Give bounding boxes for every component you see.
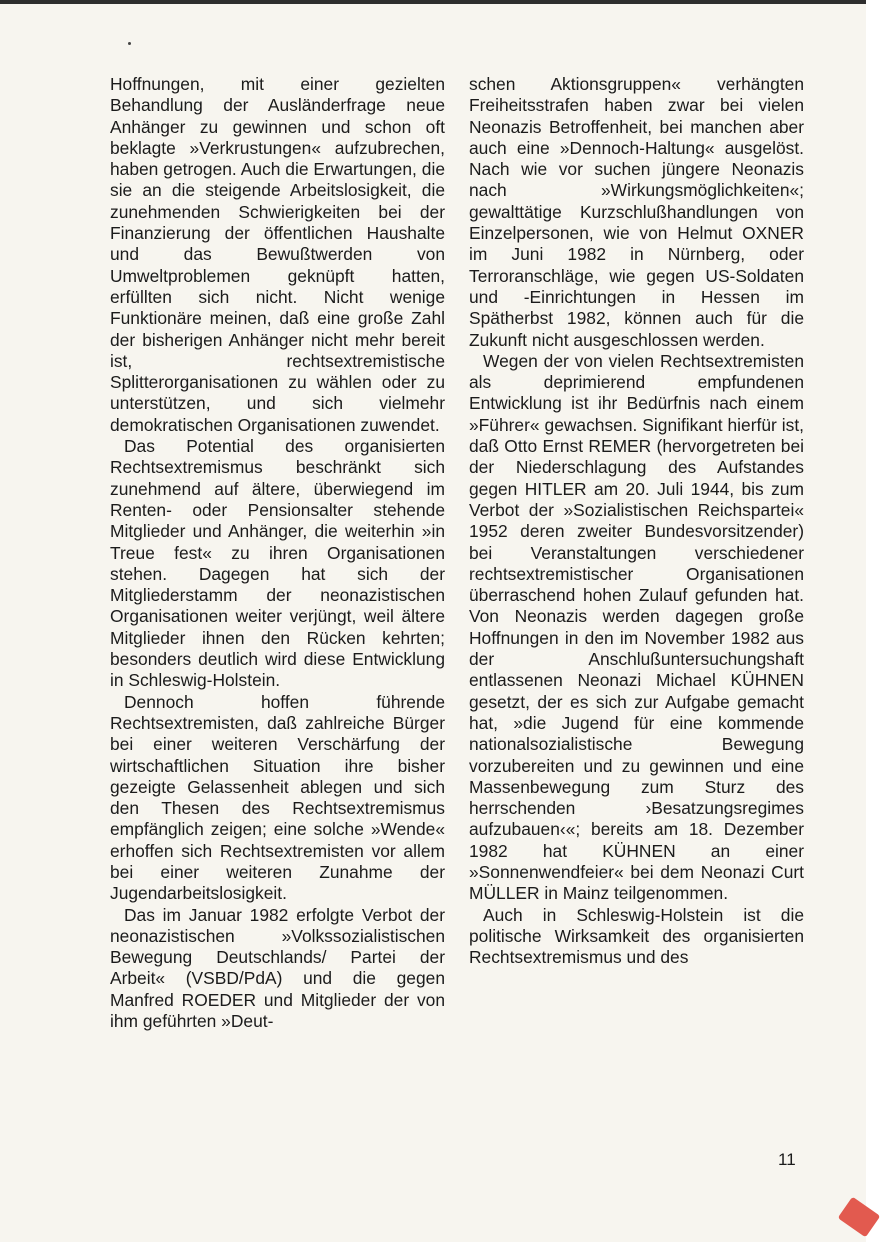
paragraph: schen Aktionsgruppen« verhängten Freiheitsstrafen haben zwar bei vielen Neonazis Betroffenheit, bei manchen aber auch eine »Dennoch-Haltung« ausgelöst. Nach wie vor suchen jüngere Neonazis nach »Wirkungsmöglichkeiten«; gewalttätige Kurzschlußhandlungen von Einzelpersonen, wie von Helmut OXNER im Juni 1982 in Nürnberg, oder Terroranschläge, wie gegen US-Soldaten und -Einrichtungen in Hessen im Spätherbst 1982, können auch für die Zukunft nicht ausgeschlossen werden.: [469, 74, 804, 350]
paragraph: Dennoch hoffen führende Rechtsextremisten, daß zahlreiche Bürger bei einer weiteren Verschärfung der wirtschaftlichen Situation ihre bisher gezeigte Gelassenheit ablegen und sich den Thesen des Rechtsextremismus empfänglich zeigen; eine solche »Wende« erhoffen sich Rechtsextremisten vor allem bei einer weiteren Zunahme der Jugendarbeitslosigkeit.: [110, 691, 445, 904]
paragraph: Das im Januar 1982 erfolgte Verbot der neonazistischen »Volkssozialistischen Bewegung Deutschlands/ Partei der Arbeit« (VSBD/PdA) und die gegen Manfred ROEDER und Mitglieder der von ihm geführten »Deut-: [110, 904, 445, 1032]
paragraph: Hoffnungen, mit einer gezielten Behandlung der Ausländerfrage neue Anhänger zu gewinnen und schon oft beklagte »Verkrustungen« aufzubrechen, haben getrogen. Auch die Erwartungen, die sie an die steigende Arbeitslosigkeit, die zunehmenden Schwierigkeiten bei der Finanzierung der öffentlichen Haushalte und das Bewußtwerden von Umweltproblemen geknüpft hatten, erfüllten sich nicht. Nicht wenige Funktionäre meinen, daß eine große Zahl der bisherigen Anhänger nicht mehr bereit ist, rechtsextremistische Splitterorganisationen zu wählen oder zu unterstützen, und sich vielmehr demokratischen Organisationen zuwendet.: [110, 74, 445, 435]
paragraph: Auch in Schleswig-Holstein ist die politische Wirksamkeit des organisierten Rechtsextremismus und des: [469, 904, 804, 968]
scan-margin: [866, 0, 884, 1242]
top-edge-line: [0, 0, 866, 4]
paragraph: Das Potential des organisierten Rechtsextremismus beschränkt sich zunehmend auf ältere, überwiegend im Renten- oder Pensionsalter stehende Mitglieder und Anhänger, die weiterhin »in Treue fest« zu ihren Organisationen stehen. Dagegen hat sich der Mitgliederstamm der neonazistischen Organisationen weiter verjüngt, weil ältere Mitglieder ihnen den Rücken kehrten; besonders deutlich wird diese Entwicklung in Schleswig-Holstein.: [110, 436, 445, 691]
page-number: 11: [778, 1150, 796, 1169]
left-text-column: [110, 74, 445, 1032]
right-text-column: [469, 74, 804, 968]
paragraph: Wegen der von vielen Rechtsextremisten als deprimierend empfundenen Entwicklung ist ihr Bedürfnis nach einem »Führer« gewachsen. Signifikant hierfür ist, daß Otto Ernst REMER (hervorgetreten bei der Niederschlagung des Aufstandes gegen HITLER am 20. Juli 1944, bis zum Verbot der »Sozialistischen Reichspartei« 1952 deren zweiter Bundesvorsitzender) bei Veranstaltungen verschiedener rechtsextremistischer Organisationen überraschend hohen Zulauf gefunden hat. Von Neonazis werden dagegen große Hoffnungen in den im November 1982 aus der Anschlußuntersuchungshaft entlassenen Neonazi Michael KÜHNEN gesetzt, der es sich zur Aufgabe gemacht hat, »die Jugend für eine kommende nationalsozialistische Bewegung vorzubereiten und zu gewinnen und eine Massenbewegung zum Sturz des herrschenden ›Besatzungsregimes aufzubauen‹«; bereits am 18. Dezember 1982 hat KÜHNEN an einer »Sonnenwendfeier« bei dem Neonazi Curt MÜLLER in Mainz teilgenommen.: [469, 350, 804, 904]
speck-mark: [128, 42, 131, 45]
